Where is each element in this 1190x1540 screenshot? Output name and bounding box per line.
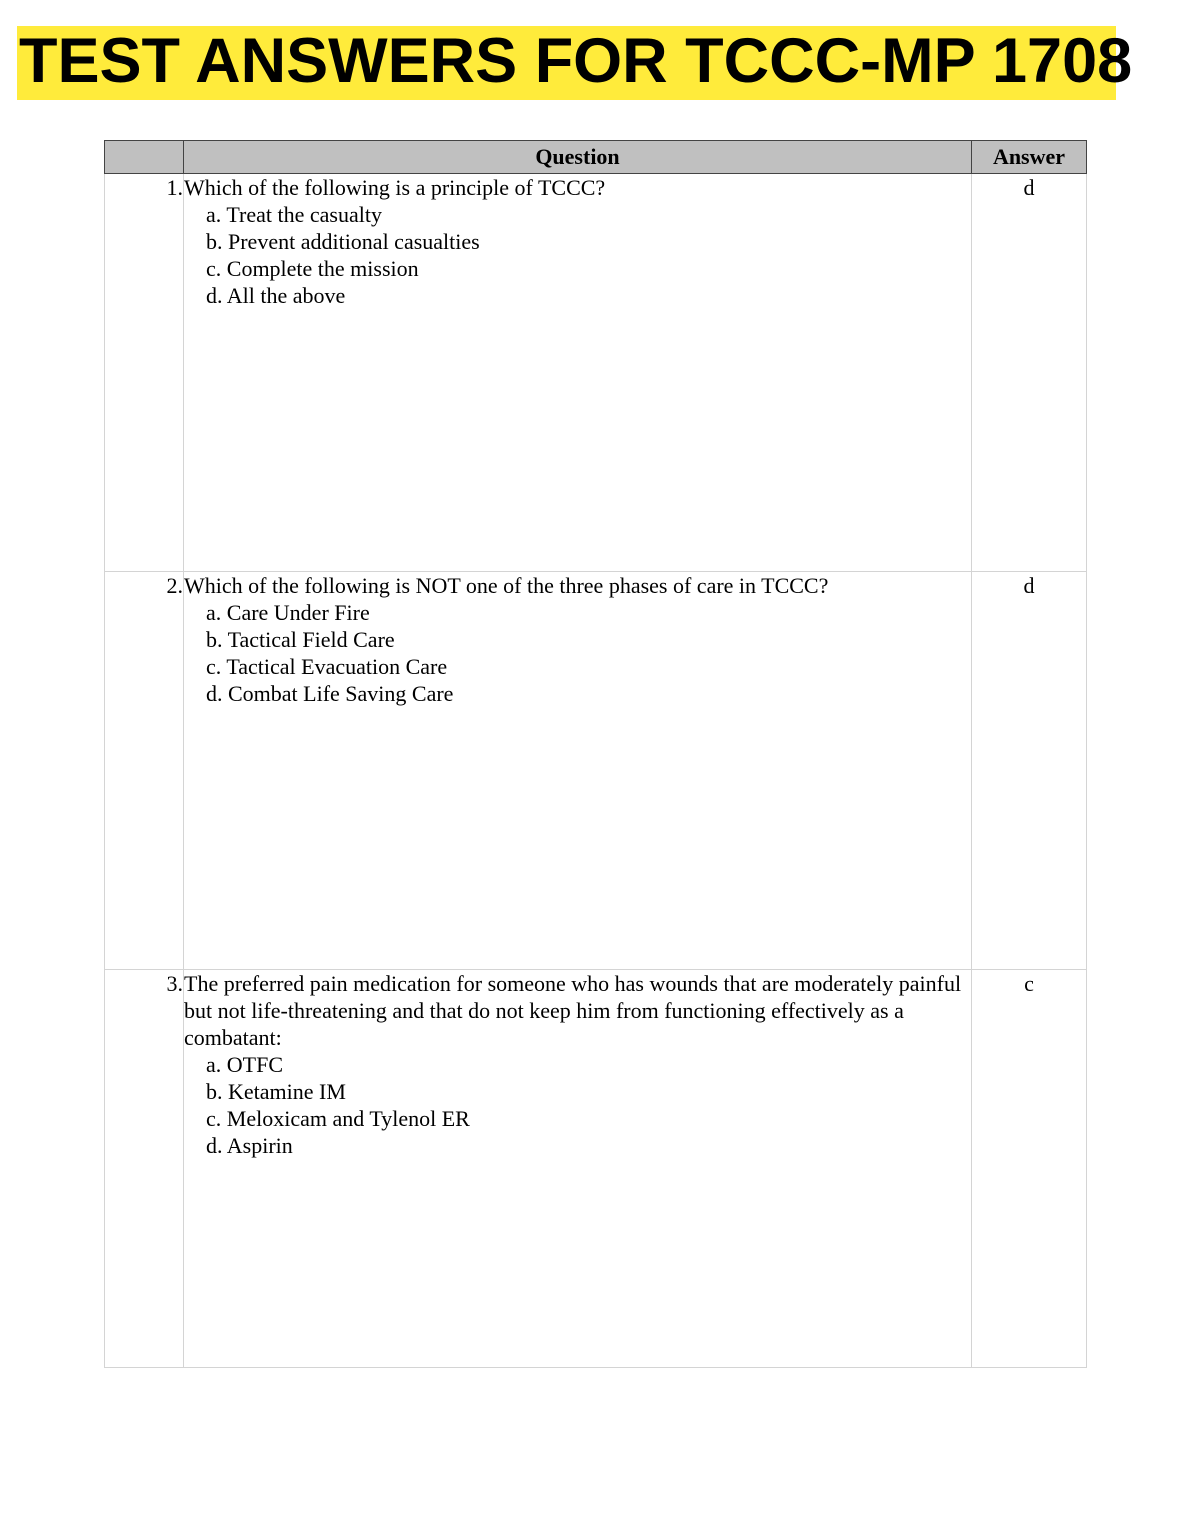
answers-table [104, 140, 1087, 1368]
answer-option: d. Combat Life Saving Care [206, 681, 454, 706]
table-row [105, 572, 1087, 970]
question-number: 2. [105, 572, 184, 970]
question-cell [184, 572, 972, 970]
answer-value: c [972, 970, 1087, 1368]
answer-option: d. Aspirin [206, 1133, 293, 1158]
table-row [105, 174, 1087, 572]
answer-option: b. Prevent additional casualties [206, 229, 480, 254]
answer-option: c. Meloxicam and Tylenol ER [206, 1106, 470, 1131]
answer-option: a. Care Under Fire [206, 600, 370, 625]
column-header-question: Question [184, 141, 972, 174]
question-number: 3. [105, 970, 184, 1368]
question-cell [184, 174, 972, 572]
question-text: The preferred pain medication for someone who has wounds that are moderately painful but not life-threatening and that do not keep him from functioning effectively as a combatant: [184, 971, 962, 1050]
table-header-row [105, 141, 1087, 174]
page-title: TEST ANSWERS FOR TCCC-MP 1708 [19, 26, 1133, 96]
question-text: Which of the following is NOT one of the three phases of care in TCCC? [184, 573, 829, 598]
answer-option: a. OTFC [206, 1052, 283, 1077]
answer-option: b. Ketamine IM [206, 1079, 346, 1104]
question-cell [184, 970, 972, 1368]
answer-option: a. Treat the casualty [206, 202, 382, 227]
table-row [105, 970, 1087, 1368]
column-header-answer: Answer [972, 141, 1087, 174]
column-header-number [105, 141, 184, 174]
answer-option: d. All the above [206, 283, 346, 308]
title-banner [17, 26, 1133, 100]
answer-option: c. Tactical Evacuation Care [206, 654, 448, 679]
answer-option: c. Complete the mission [206, 256, 419, 281]
answer-option: b. Tactical Field Care [206, 627, 395, 652]
answer-value: d [972, 572, 1087, 970]
question-text: Which of the following is a principle of TCCC? [184, 175, 606, 200]
answer-value: d [972, 174, 1087, 572]
question-number: 1. [105, 174, 184, 572]
